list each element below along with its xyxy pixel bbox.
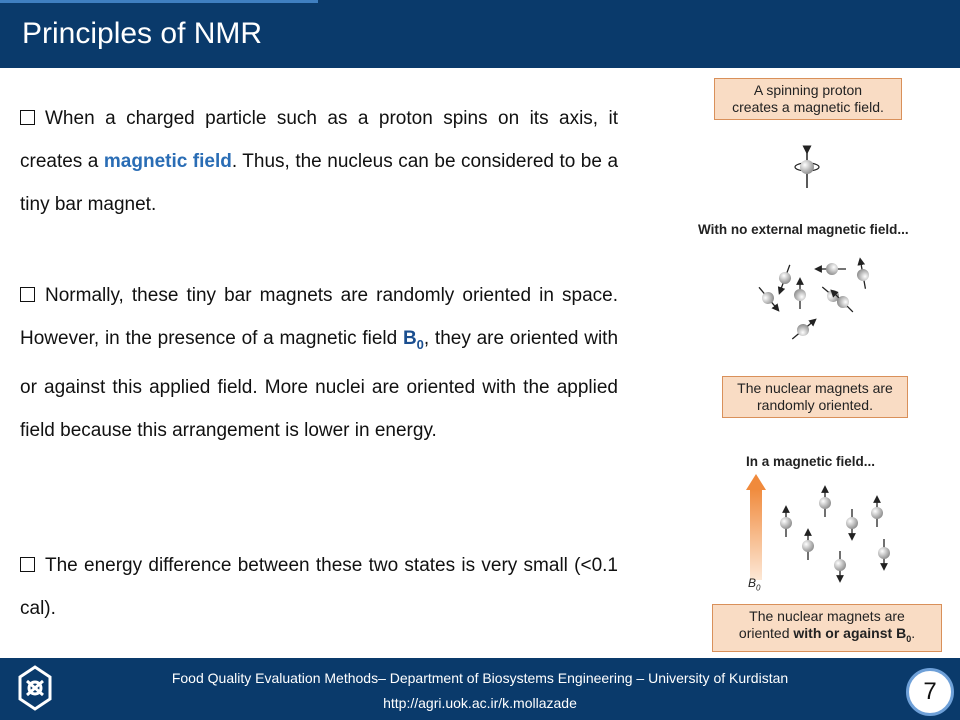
p2-text-after: , they are oriented with or against this applied field. More nuclei are oriented with the applied field because this arrangement is lower in energy.	[20, 328, 619, 441]
page-number-badge: 7	[906, 668, 954, 716]
b0-field-arrow	[746, 474, 766, 580]
square-bullet-icon	[20, 287, 35, 302]
square-bullet-icon	[20, 110, 35, 125]
title-accent-line	[0, 0, 318, 3]
callout-with-or-against: The nuclear magnets are oriented with or against $B_0$.	[712, 604, 942, 652]
nmr-diagram-svg	[690, 70, 960, 660]
random-magnets-group	[754, 260, 871, 343]
footer-url: http://agri.uok.ac.ir/k.mollazade	[383, 695, 577, 711]
callout-random: The nuclear magnets are randomly oriented.	[722, 376, 908, 418]
paragraph-2	[20, 274, 618, 452]
p1-highlight: magnetic field	[103, 151, 232, 172]
spinning-proton-icon	[795, 150, 819, 188]
footer-course-line: Food Quality Evaluation Methods– Department of Biosystems Engineering – University of Kurdistan	[171, 670, 789, 686]
b0-arrow-label: $B_0$	[748, 576, 761, 593]
p2-field-symbol: $B_0$	[402, 328, 424, 352]
title-bar	[0, 0, 960, 68]
p2-text-before: Normally, these tiny bar magnets are randomly oriented in space. However, in the presence of a magnetic field	[20, 285, 618, 349]
paragraph-3	[20, 544, 618, 630]
square-bullet-icon	[20, 557, 35, 572]
footer-bar	[0, 658, 960, 720]
p1-text-after: . Thus, the nucleus can be considered to be a tiny bar magnet.	[20, 151, 619, 215]
slide-title: Principles of NMR	[22, 17, 263, 50]
p1-text-before: When a charged particle such as a proton spins on its axis, it creates a	[20, 108, 618, 172]
aligned-magnets-group	[780, 489, 890, 579]
p3-text: The energy difference between these two states is very small (<0.1 cal).	[20, 555, 618, 619]
paragraph-1	[20, 97, 618, 226]
callout-spinning-proton: A spinning proton creates a magnetic field.	[714, 78, 902, 120]
heading-in-field: In a magnetic field...	[746, 454, 876, 469]
nmr-figure	[690, 70, 960, 660]
heading-no-field: With no external magnetic field...	[698, 222, 909, 237]
